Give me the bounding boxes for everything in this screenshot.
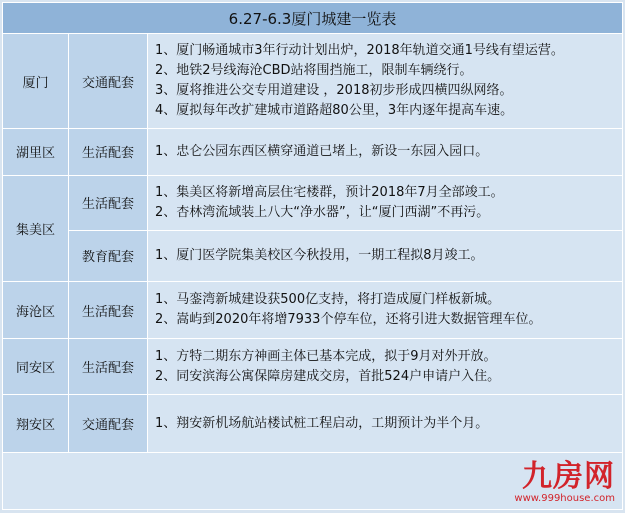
table-title: 6.27-6.3厦门城建一览表: [3, 3, 623, 34]
list-item: 2、杏林湾流域装上八大“净水器”，让“厦门西湖”不再污。: [155, 204, 490, 220]
items-cell: [148, 395, 623, 453]
items-cell: [148, 339, 623, 395]
category-cell: 生活配套: [69, 175, 148, 230]
items-cell: [148, 128, 623, 175]
list-item: 1、集美区将新增高层住宅楼群，预计2018年7月全部竣工。: [155, 184, 504, 200]
items-cell: [148, 175, 623, 230]
table-row: [3, 395, 623, 453]
list-item: 1、马銮湾新城建设获500亿支持，将打造成厦门样板新城。: [155, 292, 501, 308]
list-item: 1、厦门医学院集美校区今秋投用，一期工程拟8月竣工。: [155, 247, 484, 263]
watermark-url: www.999house.com: [514, 493, 615, 504]
table-row: [3, 282, 623, 339]
list-item: 2、嵩屿到2020年将增7933个停车位，还将引进大数据管理车位。: [155, 312, 542, 328]
region-cell: 海沧区: [3, 282, 69, 339]
items-cell: [148, 282, 623, 339]
region-cell: 厦门: [3, 34, 69, 128]
list-item: 2、同安滨海公寓保障房建成交房，首批524户申请户入住。: [155, 368, 501, 384]
list-item: 1、忠仑公园东西区横穿通道已堵上，新设一东园入园口。: [155, 143, 489, 159]
region-cell: 集美区: [3, 175, 69, 282]
list-item: 1、翔安新机场航站楼试桩工程启动，工期预计为半个月。: [155, 415, 489, 431]
table-row: [3, 339, 623, 395]
list-item: 3、厦将推进公交专用道建设 ，2018初步形成四横四纵网络。: [155, 83, 513, 99]
region-cell: 翔安区: [3, 395, 69, 453]
list-item: 1、方特二期东方神画主体已基本完成，拟于9月对外开放。: [155, 348, 497, 364]
list-item: 1、厦门畅通城市3年行动计划出炉，2018年轨道交通1号线有望运营。: [155, 43, 564, 59]
table-row: [3, 34, 623, 128]
category-cell: 交通配套: [69, 395, 148, 453]
region-cell: 同安区: [3, 339, 69, 395]
table-row: [3, 128, 623, 175]
watermark-logo: 九房网: [522, 459, 615, 494]
category-cell: 教育配套: [69, 230, 148, 282]
category-cell: 交通配套: [69, 34, 148, 128]
table-row: [3, 230, 623, 282]
category-cell: 生活配套: [69, 339, 148, 395]
category-cell: 生活配套: [69, 128, 148, 175]
items-cell: [148, 34, 623, 128]
list-item: 4、厦拟每年改扩建城市道路超80公里，3年内逐年提高车速。: [155, 103, 514, 119]
site-watermark: [514, 461, 615, 505]
list-item: 2、地铁2号线海沧CBD站将围挡施工，限制车辆绕行。: [155, 63, 473, 79]
title-row: [3, 3, 623, 34]
city-construction-table: [2, 2, 623, 510]
region-cell: 湖里区: [3, 128, 69, 175]
category-cell: 生活配套: [69, 282, 148, 339]
items-cell: [148, 230, 623, 282]
table-row: [3, 175, 623, 230]
